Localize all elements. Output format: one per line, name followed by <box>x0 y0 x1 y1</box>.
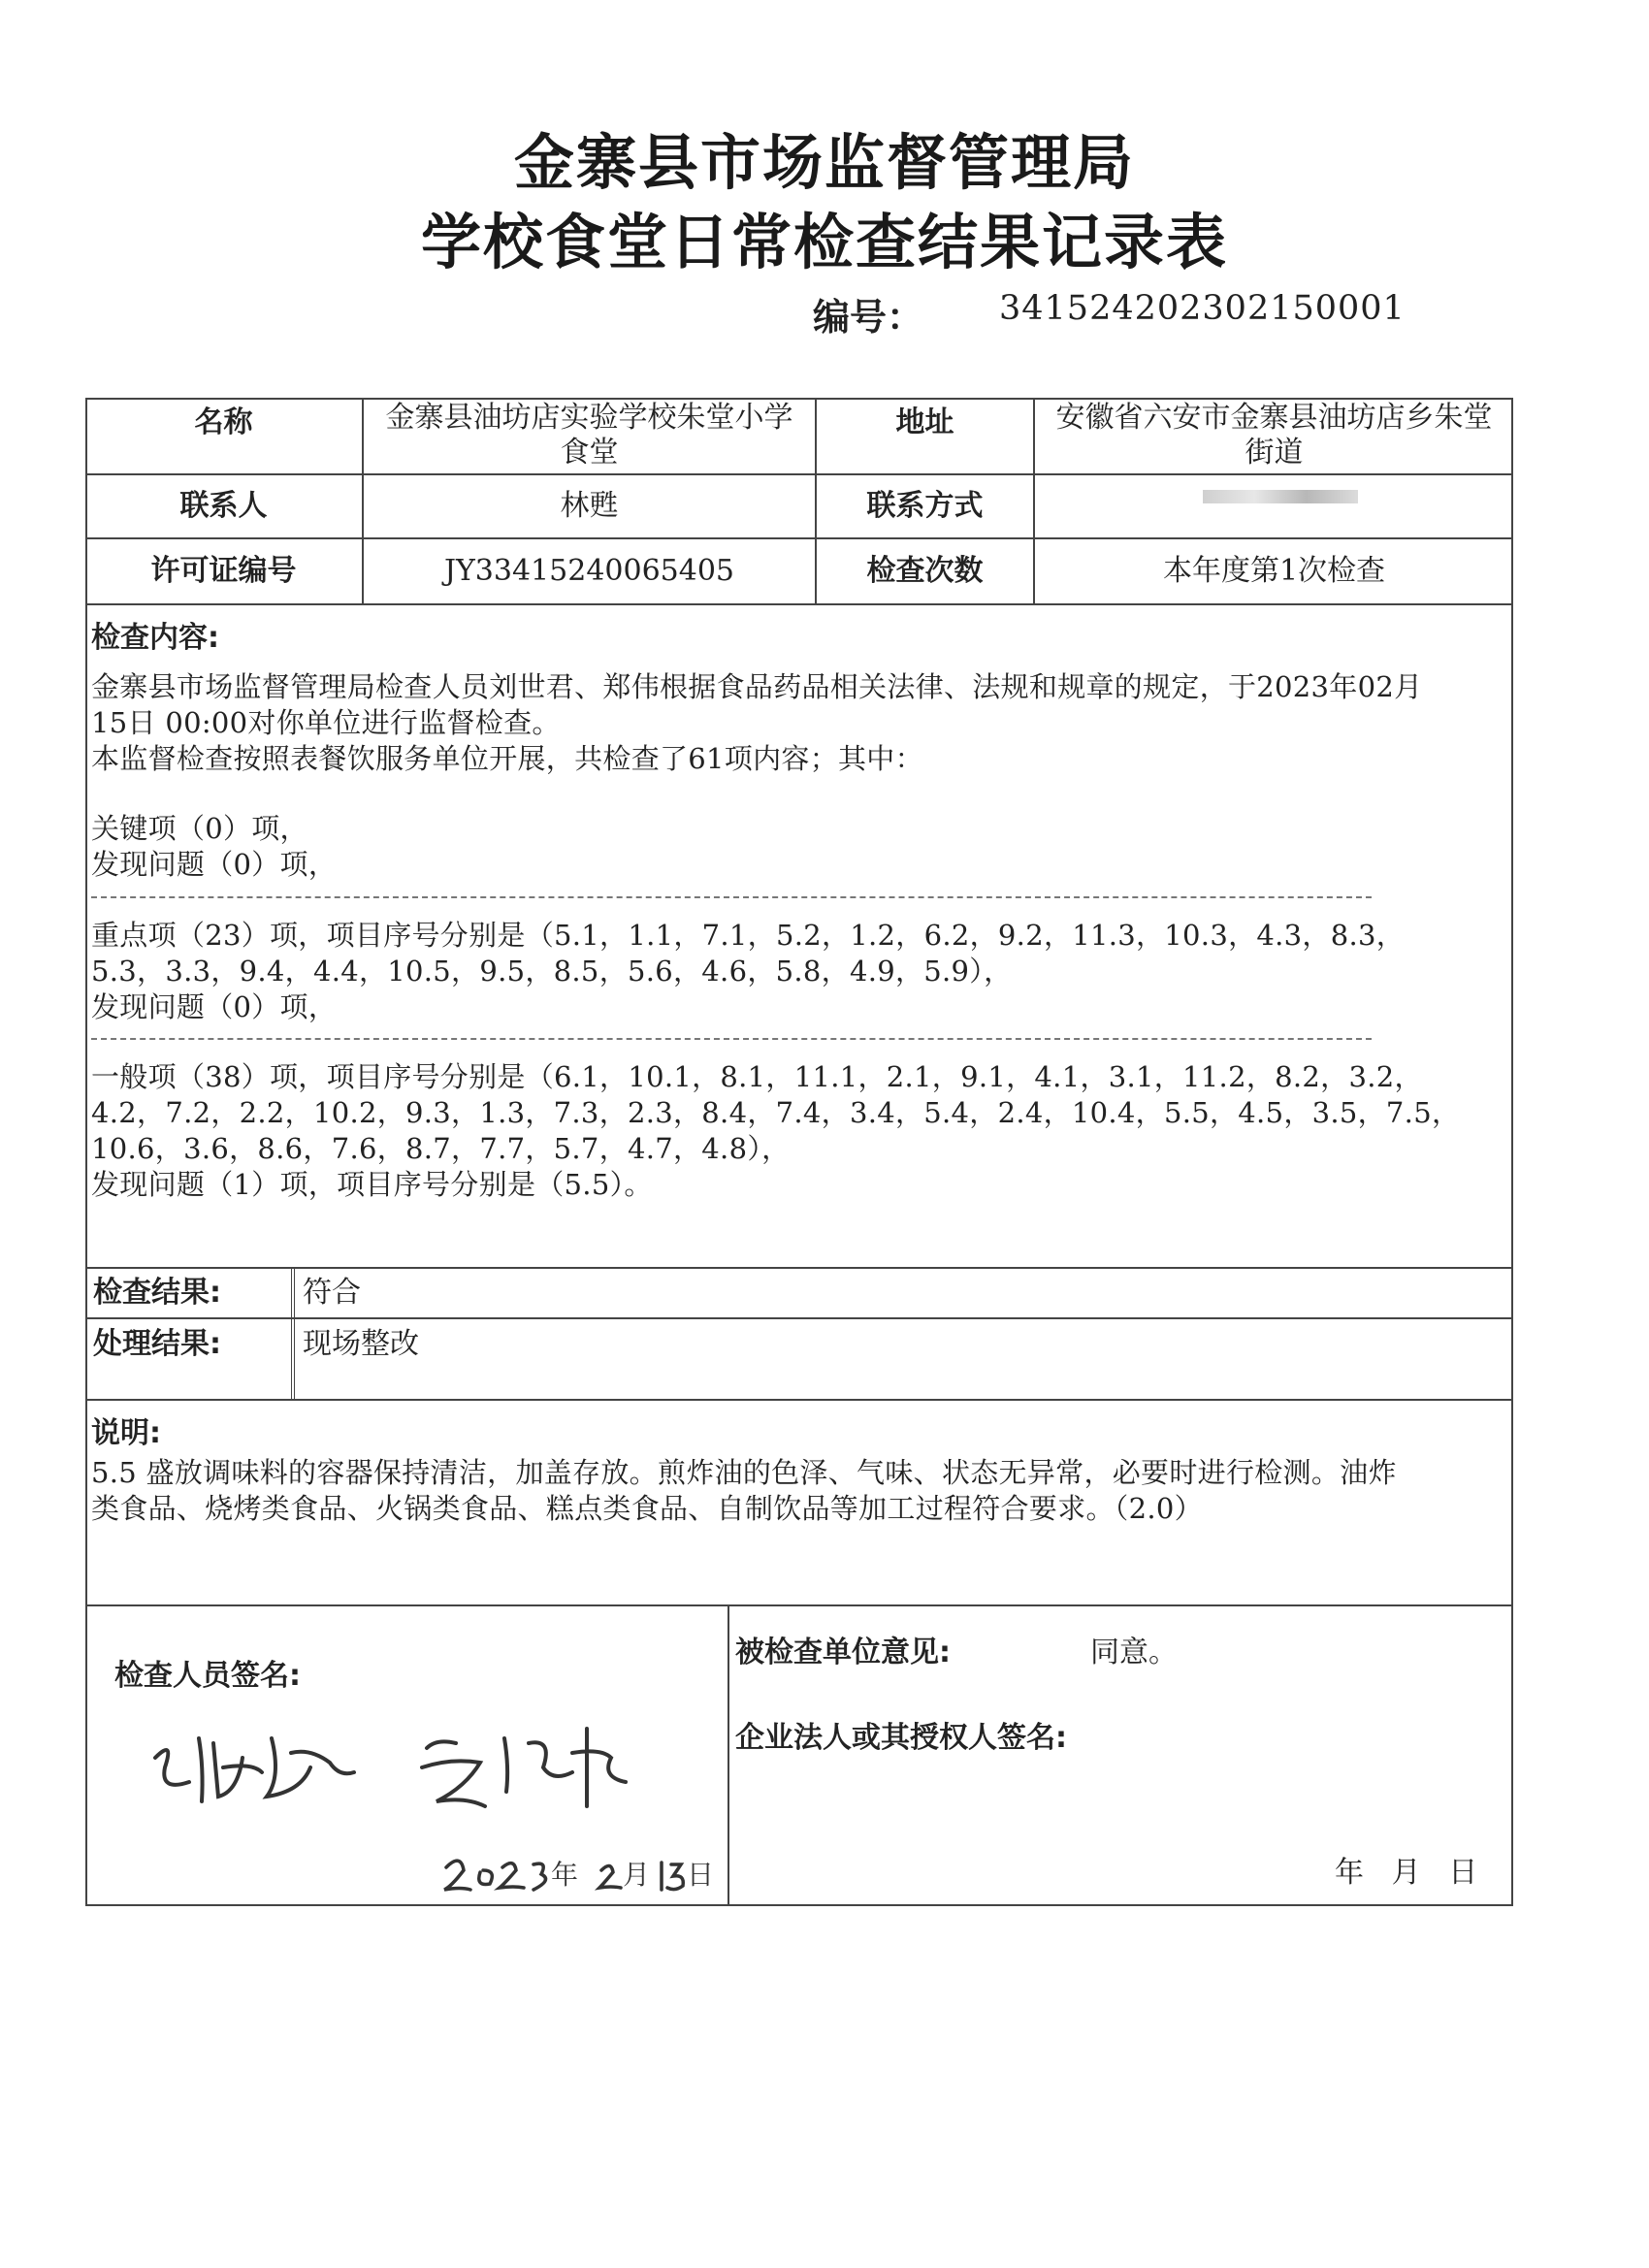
separator <box>91 896 1372 898</box>
name-value: 金寨县油坊店实验学校朱堂小学食堂 <box>362 398 815 473</box>
handwritten-date <box>436 1843 718 1901</box>
info-row-name <box>85 398 1513 475</box>
inspection-count-value: 本年度第1次检查 <box>1033 539 1513 603</box>
legal-signature-date: 年 月 日 <box>1335 1856 1478 1890</box>
unit-opinion-value: 同意。 <box>1090 1636 1178 1669</box>
license-label: 许可证编号 <box>150 554 297 588</box>
date-month-char: 月 <box>623 1859 651 1891</box>
key-items: 关键项（0）项， 发现问题（0）项， <box>91 812 338 881</box>
legal-signature-label: 企业法人或其授权人签名: <box>735 1721 1067 1755</box>
general-items: 一般项（38）项，项目序号分别是（6.1，10.1，8.1，11.1，2.1，9.1，4.1，3.1，11.2，8.2，3.2， 4.2，7.2，2.2，10.2，9.3，1.3，7.3，2.3，8.4，7.4，3.4，5.4，2.4，10.4，5.5，4.5，3.5，7.5， 10.6，3.6，8.6，7.6，8.7，7.7，5.7，4.7，4.8）， 发现问题（1）项，项目序号分别是（5.5）。 <box>91 1060 1461 1201</box>
signature-divider <box>728 1606 729 1906</box>
redaction-mark <box>1203 490 1358 503</box>
name-label: 名称 <box>194 405 253 439</box>
notes-text: 5.5 盛放调味料的容器保持清洁，加盖存放。煎炸油的色泽、气味、状态无异常，必要时进行检测。油炸 类食品、烧烤类食品、火锅类食品、糕点类食品、自制饮品等加工过程符合要求。（2.0） <box>91 1456 1397 1525</box>
info-row-contact <box>85 475 1513 539</box>
info-row-license <box>85 539 1513 605</box>
notes-label: 说明: <box>91 1416 161 1450</box>
inspection-count-label: 检查次数 <box>815 539 1033 603</box>
date-year-char: 年 <box>551 1859 579 1891</box>
date-day-char: 日 <box>687 1859 715 1891</box>
document-title-line2: 学校食堂日常检查结果记录表 <box>420 207 1228 277</box>
license-value: JY33415240065405 <box>362 539 815 603</box>
content-intro: 金寨县市场监督管理局检查人员刘世君、郑伟根据食品药品相关法律、法规和规章的规定，于2023年02月 15日 00:00对你单位进行监督检查。 本监督检查按照表餐饮服务单位开展，共检查了61项内容；其中： <box>91 670 1423 775</box>
result-value: 符合 <box>291 1269 1513 1317</box>
address-label: 地址 <box>815 398 1033 473</box>
result-row <box>85 1269 1513 1319</box>
handling-value: 现场整改 <box>291 1319 1513 1399</box>
document-title-line1: 金寨县市场监督管理局 <box>513 127 1135 198</box>
serial-number: 341524202302150001 <box>999 289 1406 328</box>
phone-value-redacted <box>1033 475 1513 537</box>
contact-value: 林甦 <box>362 475 815 537</box>
separator <box>91 1038 1372 1040</box>
unit-opinion-label: 被检查单位意见: <box>735 1636 951 1669</box>
inspector-signatures <box>146 1700 650 1826</box>
content-label: 检查内容: <box>91 621 219 655</box>
serial-label: 编号： <box>813 296 924 339</box>
handling-label: 处理结果: <box>93 1327 221 1361</box>
inspector-signature-label: 检查人员签名: <box>114 1659 301 1693</box>
handling-row <box>85 1319 1513 1401</box>
address-value: 安徽省六安市金寨县油坊店乡朱堂街道 <box>1033 398 1513 473</box>
phone-label: 联系方式 <box>815 475 1033 537</box>
major-items: 重点项（23）项，项目序号分别是（5.1，1.1，7.1，5.2，1.2，6.2，9.2，11.3，10.3，4.3，8.3， 5.3，3.3，9.4，4.4，10.5，9.5，8.5，5.6，4.6，5.8，4.9，5.9）， 发现问题（0）项， <box>91 919 1406 1023</box>
contact-label: 联系人 <box>179 489 268 523</box>
result-label: 检查结果: <box>93 1276 221 1310</box>
